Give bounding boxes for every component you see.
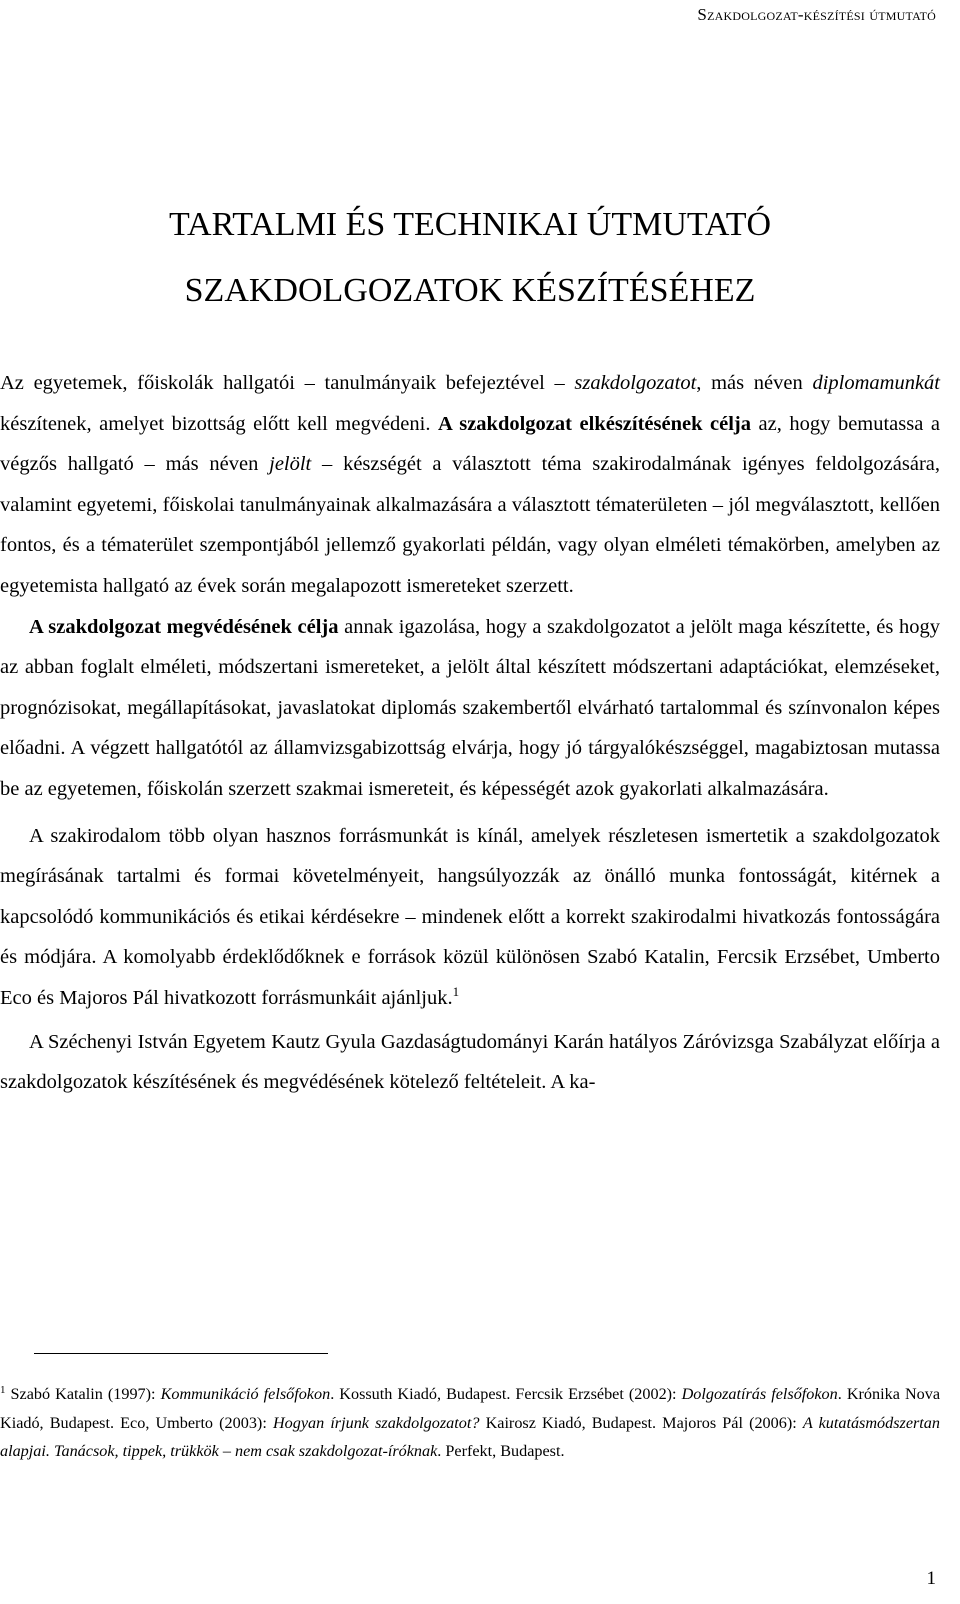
p1-text-4: az, hogy bemutassa a végzős hallgató – más néven: [0, 412, 940, 476]
p1-text-2: , más néven: [696, 372, 813, 394]
p1-strong-1: A szakdolgozat elkészítésének célja: [438, 412, 751, 435]
p3-text-1: A szakirodalom több olyan hasznos forrásmunkát is kínál, amelyek részletesen ismertetik a szakdolgozatok megírásának tartalmi és formai követelményeit, hangsúlyozzák az önálló munka fontosságát, kitérnek a kapcsolódó kommunikációs és etikai kérdésekre – mindenek előtt a korrekt szakirodalmi hivatkozás fontosságára és módjára. A komolyabb érdeklődőknek e források közül különösen Szabó Katalin, Fercsik Erzsébet, Umberto Eco és Majoros Pál hivatkozott forrásmunkáit ajánljuk.: [0, 824, 940, 1009]
footnote-reference[interactable]: 1: [452, 983, 460, 999]
fn-title-4: A kutatásmódszertan alapjai. Tanácsok, tippek, trükkök – nem csak szakdolgozat-íróknak: [0, 1413, 940, 1461]
p1-emph-1: szakdolgozatot: [574, 372, 697, 394]
fn-title-3: Hogyan írjunk szakdolgozatot?: [272, 1413, 480, 1432]
p1-emph-3: jelölt: [269, 453, 312, 476]
p2-text-1: annak igazolása, hogy a szakdolgozatot a jelölt maga készítette, és hogy az abban foglalt elméleti, módszertani ismereteket, a jelölt által készített módszertani adaptációkat, elemzéseket, prognózisokat, megállapításokat, javaslatokat diplomás szakembertől elvárható tartalommal és színvonalon képes előadni. A végzett hallgatótól az államvizsgabizottság elvárja, hogy jó tárgyalókészséggel, magabiztosan mutassa be az egyetemen, főiskolán szerzett szakmai ismereteit, és képességét azok gyakorlati alkalmazására.: [0, 615, 940, 800]
paragraph-4: [0, 1022, 940, 1103]
page-title: [0, 192, 940, 324]
paragraph-2: [0, 607, 940, 810]
p2-strong-1: A szakdolgozat megvédésének célja: [29, 615, 339, 638]
p4-text-1: A Széchenyi István Egyetem Kautz Gyula Gazdaságtudományi Karán hatályos Záróvizsga Szabályzat előírja a szakdolgozatok készítésének és megvédésének kötelező feltételeit. A ka-: [0, 1030, 940, 1094]
title-line-2: SZAKDOLGOZATOK KÉSZÍTÉSÉHEZ: [184, 272, 756, 309]
fn-title-1: Kommunikáció felsőfokon: [160, 1385, 331, 1403]
running-header: Szakdolgozat-készítési útmutató: [697, 5, 936, 24]
page-number: 1: [926, 1568, 936, 1589]
fn-text-1: Szabó Katalin (1997):: [5, 1385, 161, 1403]
paragraph-3: [0, 816, 940, 1019]
footnote-mark: 1: [0, 1384, 6, 1396]
footnote-separator: [34, 1353, 328, 1354]
fn-title-2: Dolgozatírás felsőfokon: [681, 1385, 838, 1403]
body-text: [0, 363, 940, 1103]
fn-text-2: . Kossuth Kiadó, Budapest. Fercsik Erzsébet (2002):: [330, 1385, 682, 1403]
p1-text-3: készítenek, amelyet bizottság előtt kell megvédeni.: [0, 412, 439, 435]
p1-text-1: Az egyetemek, főiskolák hallgatói – tanulmányaik befejeztével –: [0, 372, 575, 394]
fn-text-5: . Perfekt, Budapest.: [437, 1442, 565, 1461]
fn-text-4: Kairosz Kiadó, Budapest. Majoros Pál (2006):: [479, 1413, 803, 1432]
footnote-1: [0, 1380, 940, 1466]
title-line-1: TARTALMI ÉS TECHNIKAI ÚTMUTATÓ: [168, 206, 772, 243]
p1-emph-2: diplomamunkát: [812, 372, 940, 394]
paragraph-1: [0, 363, 940, 607]
fn-text-3: . Krónika Nova Kiadó, Budapest. Eco, Umberto (2003):: [0, 1385, 941, 1432]
p1-text-5: – készségét a választott téma szakirodalmának igényes feldolgozására, valamint egyetemi, főiskolai tanulmányainak alkalmazására a választott tématerületen – jól megválasztott, kellően fontos, és a tématerület szempontjából jellemző gyakorlati példán, vagy olyan elméleti témakörben, amelyben az egyetemista hallgató az évek során megalapozott ismereteket szerzett.: [0, 453, 940, 597]
